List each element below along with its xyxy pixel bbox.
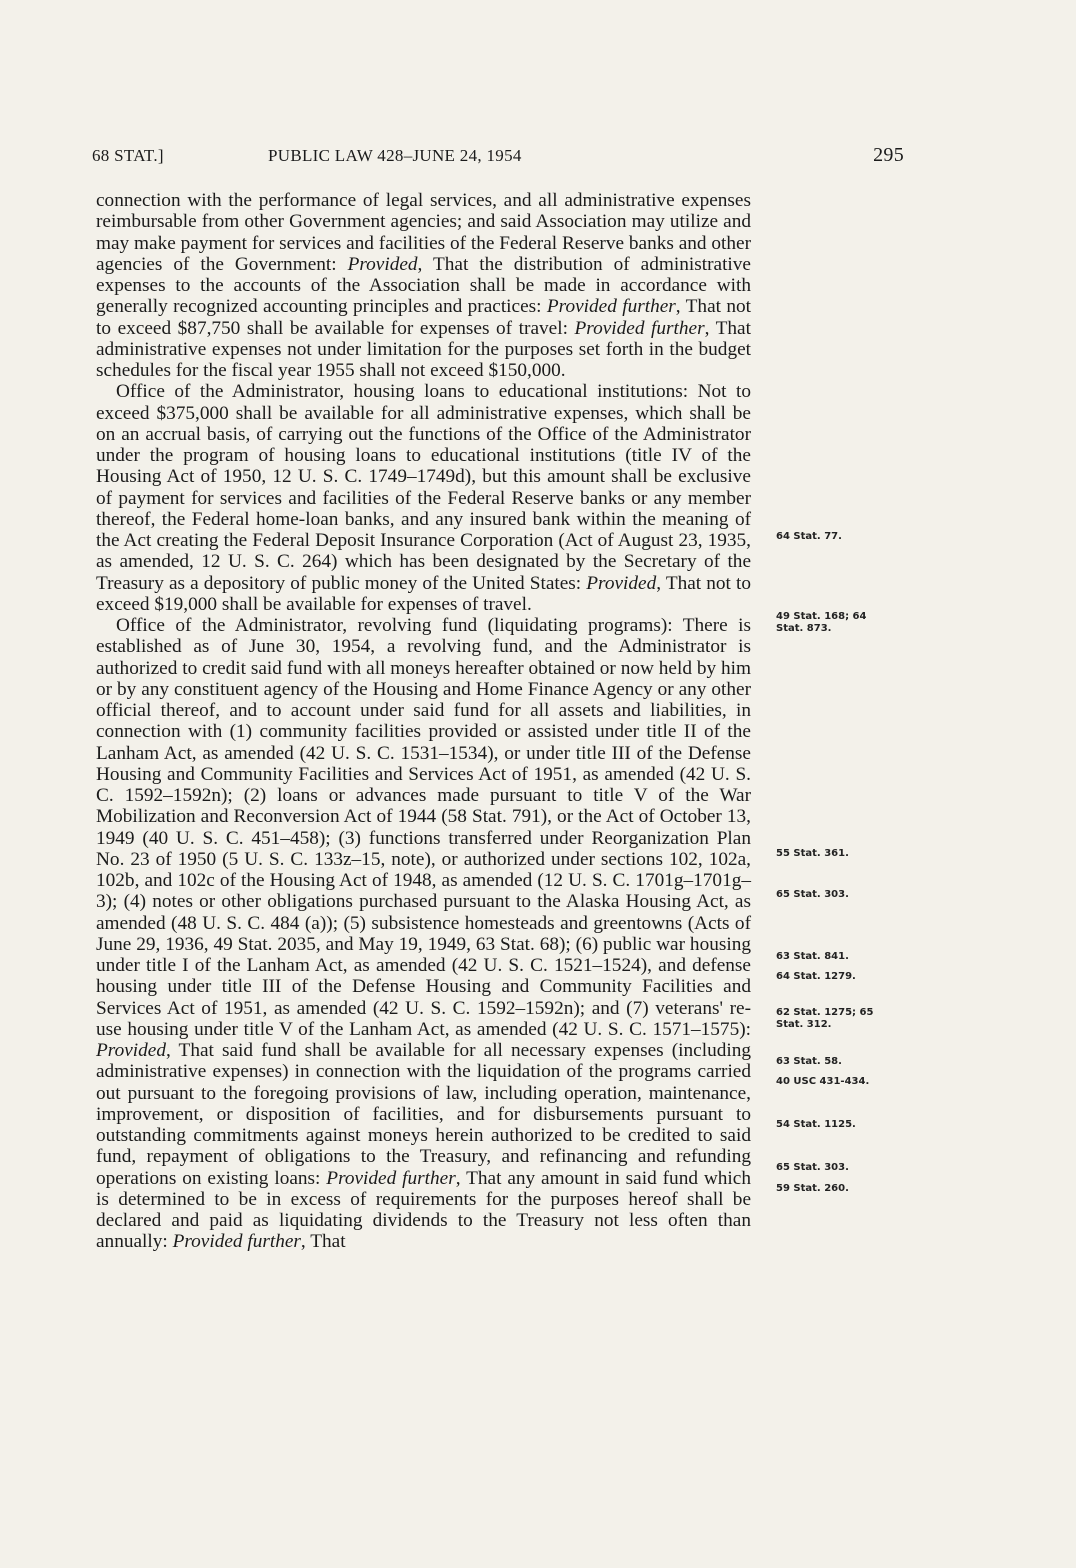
- text-run: Office of the Administrator, revolving fund (liquidating programs): There is established as of June 30, 1954, a revolving fund, and the Administrator is authorized to credit said fund with all moneys hereafter obtained or now held by him or by any constituent agency of the Housing and Home Finance Agency or any other official thereof, and to account under said fund for all assets and liabilities, in connection with (1) community facilities provided or assisted under title II of the Lanham Act, as amended (42 U. S. C. 1531–1534), or under title III of the Defense Housing and Community Facilities and Services Act of 1951, as amended (42 U. S. C. 1592–1592n); (2) loans or advances made pursuant to title V of the War Mobilization and Reconversion Act of 1944 (58 Stat. 791), or the Act of October 13, 1949 (40 U. S. C. 451–458); (3) functions transferred under Reorganization Plan No. 23 of 1950 (5 U. S. C. 133z–15, note), or authorized under sections 102, 102a, 102b, and 102c of the Housing Act of 1948, as amended (12 U. S. C. 1701g–1701g–3); (4) notes or other obligations purchased pursuant to the Alaska Housing Act, as amended (48 U. S. C. 484 (a)); (5) subsistence homesteads and greentowns (Acts of June 29, 1936, 49 Stat. 2035, and May 19, 1949, 63 Stat. 68); (6) public war housing under title I of the Lanham Act, as amended (42 U. S. C. 1521–1524), and defense housing under title III of the Defense Housing and Community Facilities and Services Act of 1951, as amended (42 U. S. C. 1592–1592n); and (7) veterans' re-use housing under title V of the Lanham Act, as amended (42 U. S. C. 1571–1575):: [96, 615, 751, 1040]
- paragraph: [96, 190, 751, 381]
- proviso-italic: Provided: [586, 572, 657, 594]
- margin-note: 59 Stat. 260.: [776, 1183, 849, 1194]
- paragraph: [96, 615, 751, 1253]
- text-run: , That said fund shall be available for all necessary expenses (including administrative expenses) in connection with the liquidation of the programs carried out pursuant to the foregoing provisions of law, including operation, maintenance, improvement, or disposition of facilities, and for disbursements pursuant to outstanding commitments against moneys herein authorized to be credited to said fund, repayment of obligations to the Treasury, and refinancing and refunding operations on existing loans:: [96, 1040, 751, 1189]
- margin-note: 49 Stat. 168; 64 Stat. 873.: [776, 611, 867, 634]
- text-run: , That: [300, 1231, 346, 1253]
- margin-note: 64 Stat. 77.: [776, 531, 842, 542]
- paragraph: [96, 381, 751, 615]
- margin-note: 65 Stat. 303.: [776, 1162, 849, 1173]
- margin-note: 55 Stat. 361.: [776, 848, 849, 859]
- proviso-italic: Provided: [96, 1040, 166, 1061]
- margin-note: 62 Stat. 1275; 65 Stat. 312.: [776, 1007, 874, 1030]
- page-header: [92, 146, 904, 172]
- text-run: , That administrative expenses not under limitation for the purposes set forth in the budget schedules for the fiscal year 1955 shall not exceed $150,000.: [96, 317, 751, 381]
- header-title: PUBLIC LAW 428–JUNE 24, 1954: [268, 146, 522, 165]
- text-run: , That any amount in said fund which is determined to be in excess of requirements for the purposes hereof shall be declared and paid as liquidating dividends to the Treasury not less often than annually:: [96, 1167, 751, 1253]
- margin-note: 63 Stat. 841.: [776, 951, 849, 962]
- text-run: connection with the performance of legal services, and all administrative expenses reimbursable from other Government agencies; and said Association may utilize and may make payment for services and facilities of the Federal Reserve banks and other agencies of the Government:: [96, 190, 751, 275]
- margin-note: 65 Stat. 303.: [776, 889, 849, 900]
- proviso-italic: Provided further: [546, 296, 676, 318]
- margin-note: 63 Stat. 58.: [776, 1056, 842, 1067]
- page-number: 295: [873, 144, 904, 166]
- proviso-italic: Provided further: [172, 1231, 301, 1253]
- proviso-italic: Provided: [347, 253, 418, 275]
- text-run: , That not to exceed $19,000 shall be available for expenses of travel.: [96, 572, 752, 615]
- body-text: [96, 190, 751, 1253]
- proviso-italic: Provided further: [574, 317, 705, 339]
- proviso-italic: Provided further: [326, 1167, 456, 1189]
- margin-note: 40 USC 431-434.: [776, 1076, 870, 1087]
- text-run: , That not to exceed $87,750 shall be available for expenses of travel:: [96, 296, 751, 339]
- text-run: , That the distribution of administrative expenses to the accounts of the Association shall be made in accordance with generally recognized accounting principles and practices:: [96, 253, 751, 318]
- margin-note: 64 Stat. 1279.: [776, 971, 856, 982]
- header-statute-ref: 68 STAT.]: [92, 146, 164, 165]
- margin-note: 54 Stat. 1125.: [776, 1119, 856, 1130]
- text-run: Office of the Administrator, housing loans to educational institutions: Not to exceed $375,000 shall be available for all administrative expenses, which shall be on an accrual basis, of carrying out the functions of the Office of the Administrator under the program of housing loans to educational institutions (title IV of the Housing Act of 1950, 12 U. S. C. 1749–1749d), but this amount shall be exclusive of payment for services and facilities of the Federal Reserve banks or any member thereof, the Federal home-loan banks, and any insured bank within the meaning of the Act creating the Federal Deposit Insurance Corporation (Act of August 23, 1935, as amended, 12 U. S. C. 264) which has been designated by the Secretary of the Treasury as a depository of public money of the United States:: [96, 381, 751, 594]
